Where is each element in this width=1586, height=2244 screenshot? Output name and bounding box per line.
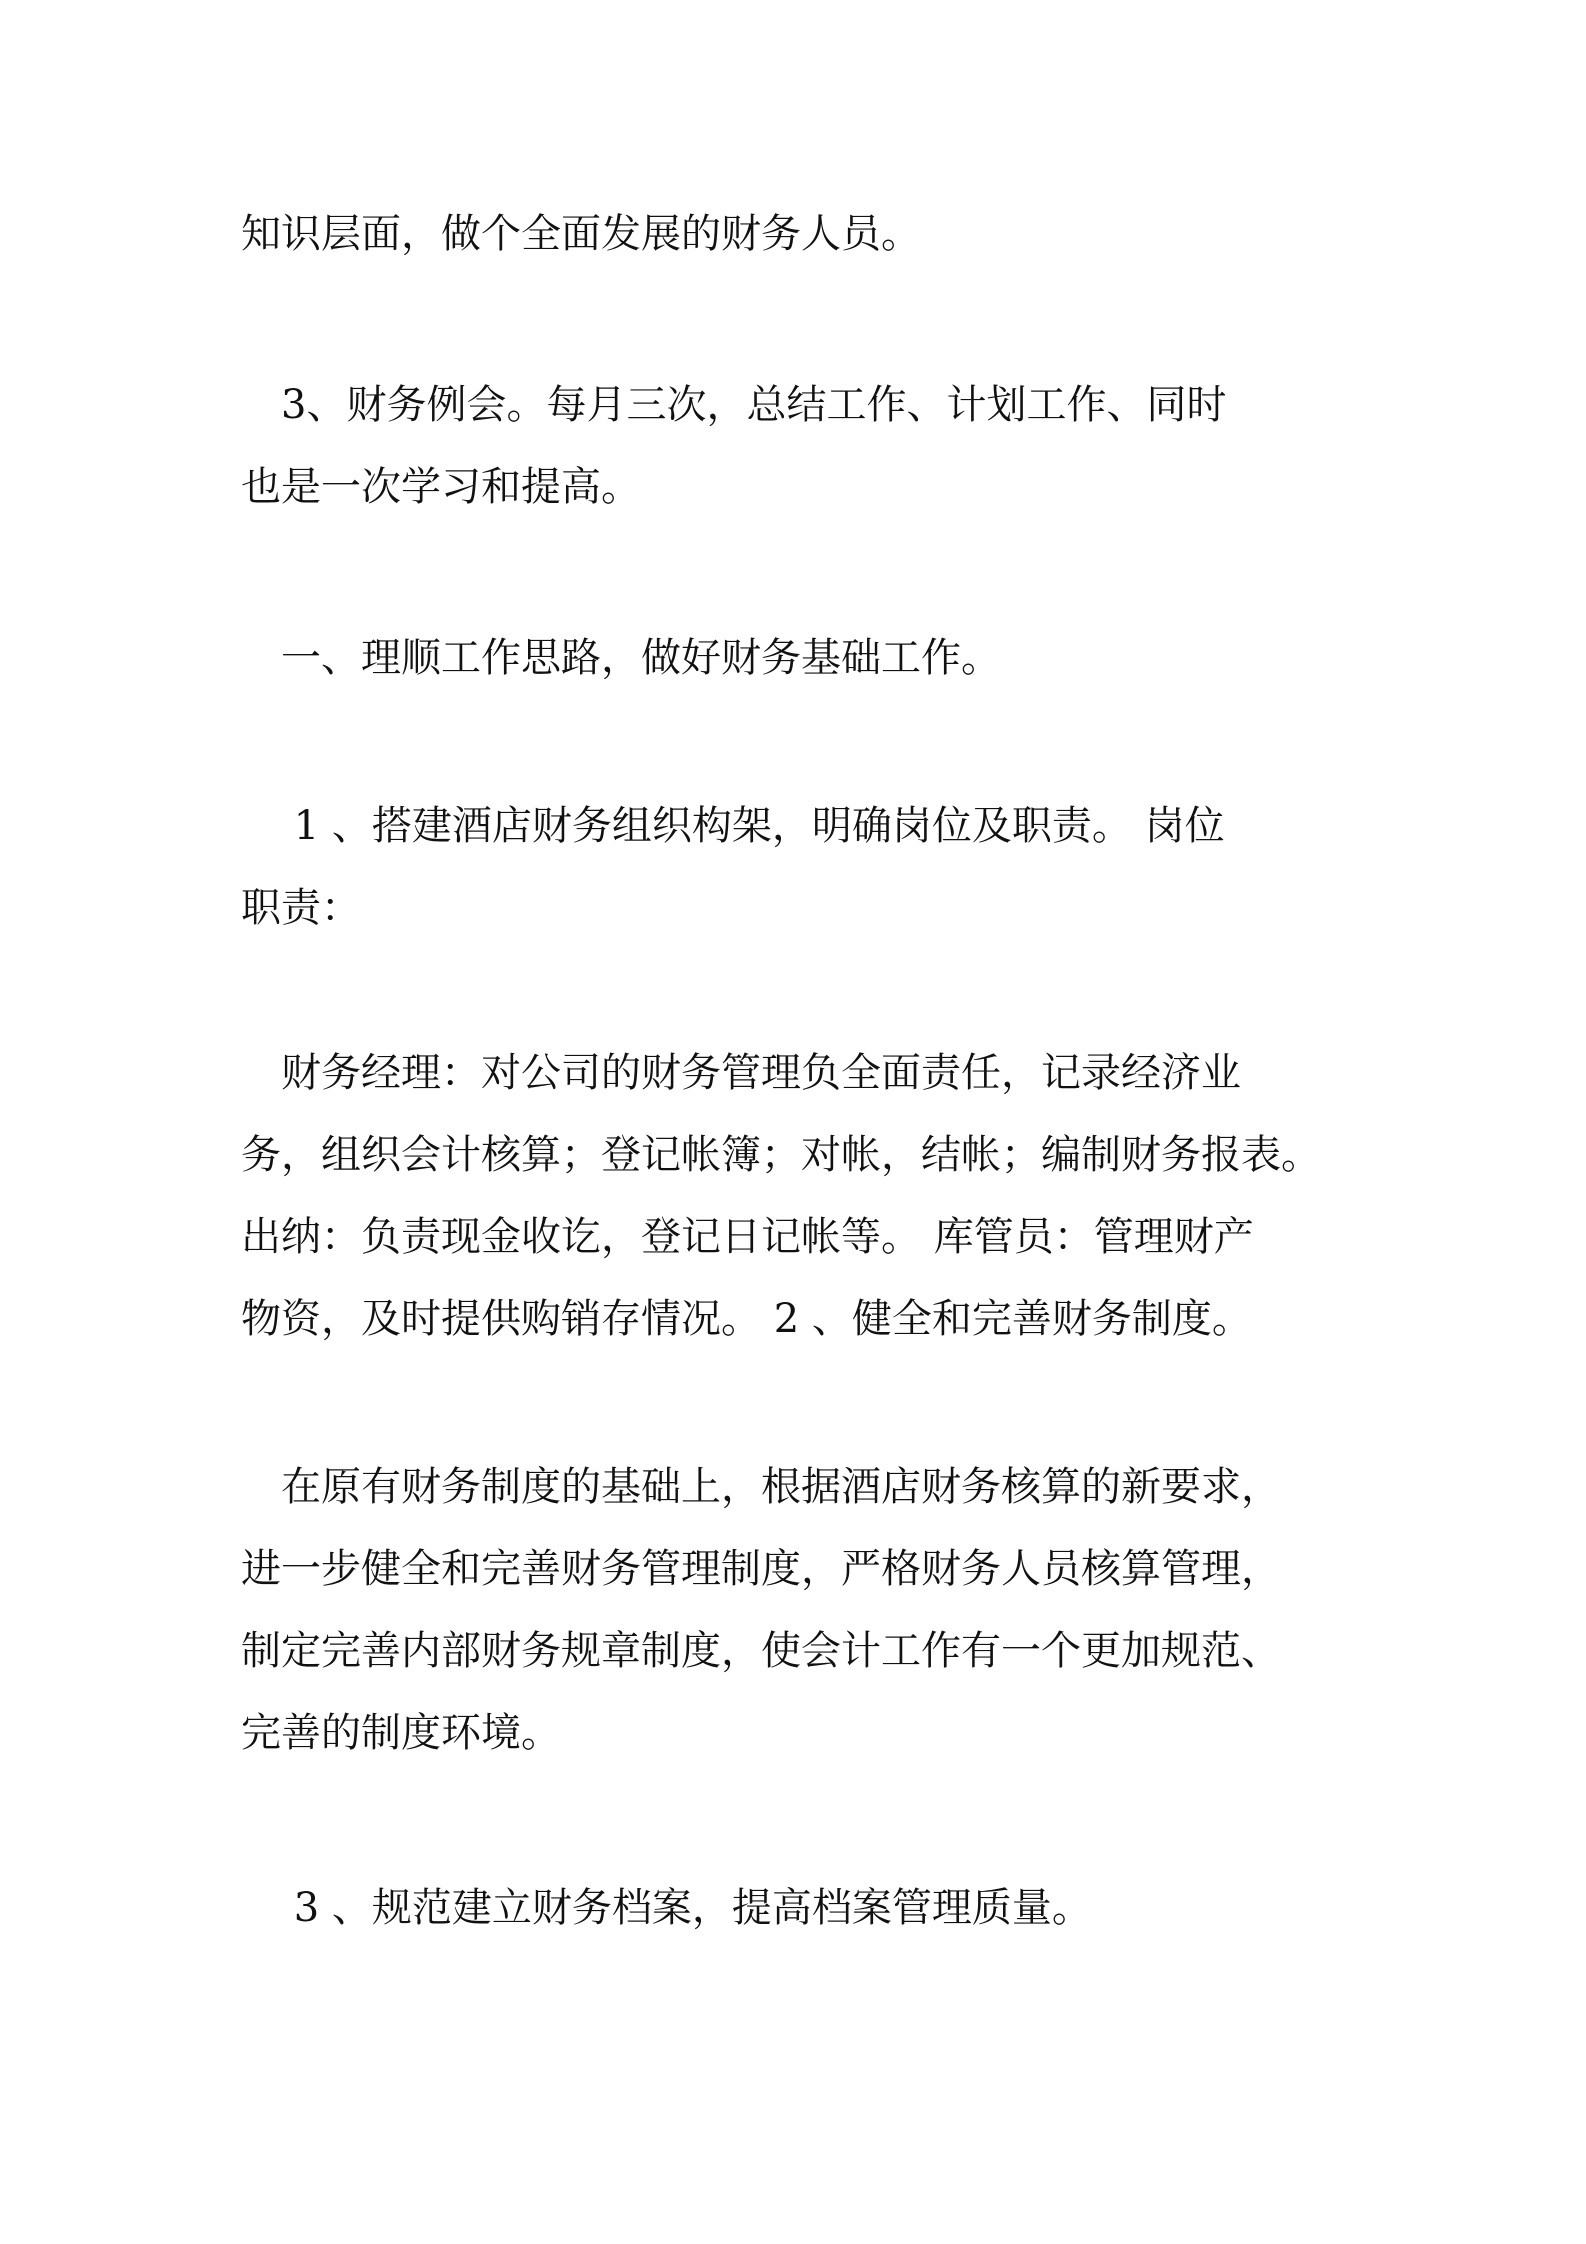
paragraph-4 <box>241 785 1401 949</box>
text-line: 出纳：负责现金收讫，登记日记帐等。 库管员：管理财产 <box>241 1214 1254 1260</box>
text-line: 进一步健全和完善财务管理制度，严格财务人员核算管理， <box>241 1546 1281 1592</box>
paragraph-1 <box>241 193 1401 275</box>
text-line: 3、财务例会。每月三次，总结工作、计划工作、同时 <box>241 382 1227 428</box>
text-line: 3 、规范建立财务档案，提高档案管理质量。 <box>241 1885 1092 1931</box>
text-line: 知识层面，做个全面发展的财务人员。 <box>241 211 921 257</box>
text-line: 1 、搭建酒店财务组织构架，明确岗位及职责。 岗位 <box>241 803 1225 849</box>
paragraph-3 <box>241 617 1401 699</box>
text-line: 完善的制度环境。 <box>241 1710 561 1756</box>
text-line: 财务经理：对公司的财务管理负全面责任，记录经济业 <box>241 1050 1241 1096</box>
text-line: 一、理顺工作思路，做好财务基础工作。 <box>241 635 1001 681</box>
text-line: 制定完善内部财务规章制度，使会计工作有一个更加规范、 <box>241 1628 1281 1674</box>
paragraph-5 <box>241 1032 1401 1360</box>
text-line: 务，组织会计核算；登记帐簿；对帐，结帐；编制财务报表。 <box>241 1132 1321 1178</box>
text-line: 职责： <box>241 885 361 931</box>
paragraph-7 <box>241 1867 1401 1949</box>
paragraph-2 <box>241 364 1401 528</box>
text-line: 也是一次学习和提高。 <box>241 464 641 510</box>
text-line: 在原有财务制度的基础上，根据酒店财务核算的新要求， <box>241 1464 1281 1510</box>
paragraph-6 <box>241 1446 1401 1774</box>
text-line: 物资，及时提供购销存情况。 2 、健全和完善财务制度。 <box>241 1296 1252 1342</box>
